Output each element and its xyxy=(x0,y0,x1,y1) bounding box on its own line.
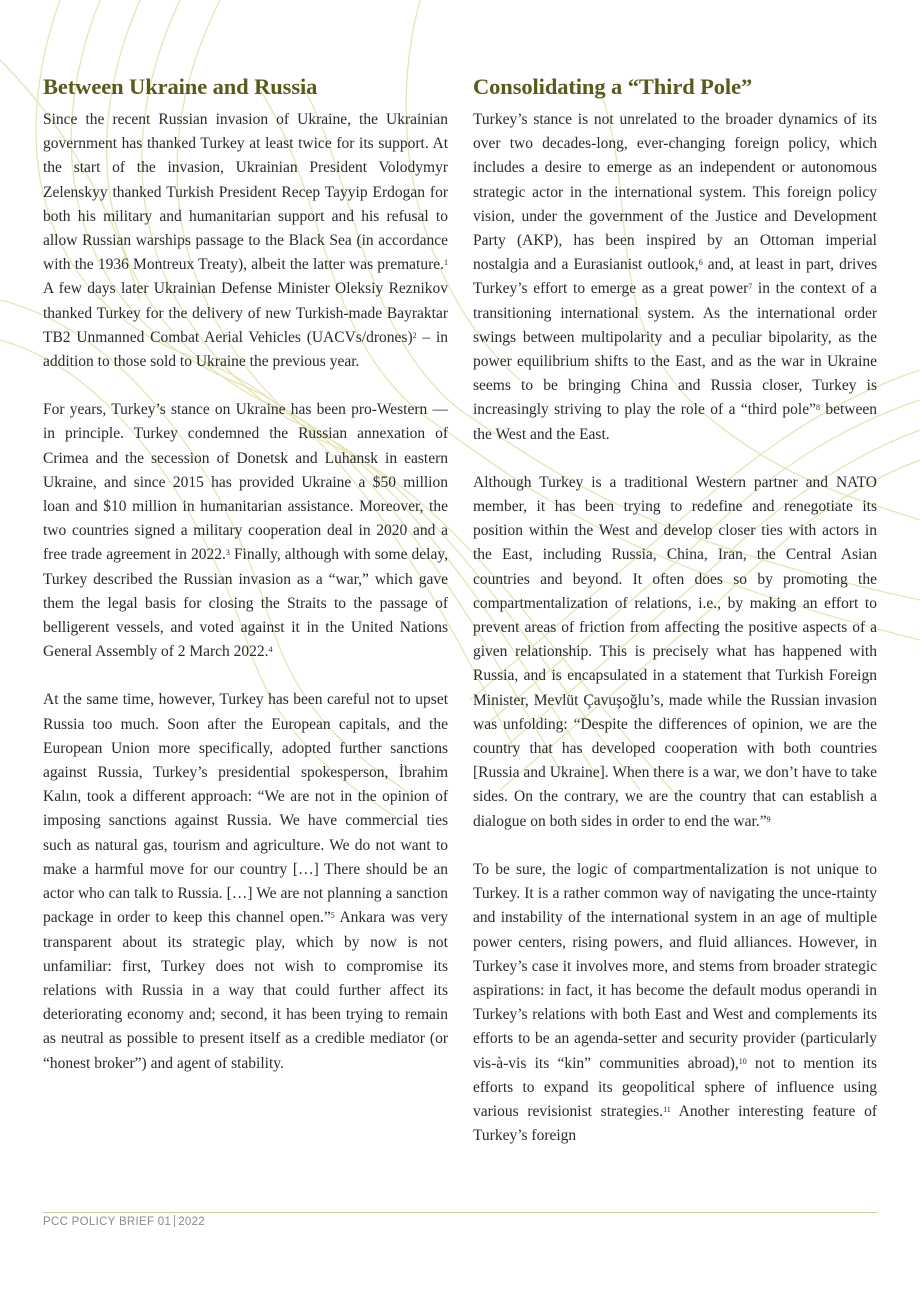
footnote-ref[interactable]: 9 xyxy=(766,814,771,824)
footer-separator xyxy=(174,1215,175,1227)
footnote-ref[interactable]: 11 xyxy=(663,1104,671,1114)
footnote-ref[interactable]: 10 xyxy=(738,1056,747,1066)
footnote-ref[interactable]: 8 xyxy=(815,403,820,413)
footer-divider xyxy=(43,1212,877,1213)
left-column xyxy=(43,72,448,1100)
right-column xyxy=(473,72,877,1172)
body-paragraph: Although Turkey is a traditional Western partner and NATO member, it has been trying to redefine and renegotiate its position within the West and develop closer ties with actors in the East, including Russia, China, Iran, the Central Asian countries and beyond. It often does so by promoting the compartmentalization of relations, i.e., by making an effort to prevent areas of friction from affecting the positive aspects of a given relationship. This is precisely what has happened with Russia, and is encapsulated in a statement that Turkish Foreign Minister, Mevlüt Çavuşoğlu’s, made while the Russian invasion was unfolding: “Despite the differences of opinion, we are the country that has developed cooperation with both countries [Russia and Ukraine]. When there is a war, we don’t have to take sides. On the contrary, we are the country that can establish a dialogue on both sides in order to end the war.”$^9$ xyxy=(473,473,877,830)
body-paragraph: To be sure, the logic of compartmentalization is not unique to Turkey. It is a rather common way of navigating the unce-rtainty and instability of the international system in an age of multiple power centers, rising powers, and fluid alliances. However, in Turkey’s case it involves more, and stems from broader strategic aspirations: in fact, it has become the default modus operandi in Turkey’s relations with both East and West and complements its efforts to be an agenda-setter and security provider (particularly vis-à-vis its “kin” communities abroad),$^{10}$ not to mention its efforts to expand its geopolitical sphere of influence using various revisionist strategies.$^{11}$ Another interesting feature of Turkey’s foreign xyxy=(473,860,877,1145)
footnote-ref[interactable]: 6 xyxy=(698,258,703,268)
footer-year: 2022 xyxy=(178,1216,205,1228)
body-paragraph: Turkey’s stance is not unrelated to the broader dynamics of its over two decades-long, ever-changing foreign policy, which includes a desire to emerge as an independent or autonomous strategic actor in the international system. This foreign policy vision, under the government of the Justice and Development Party (AKP), has been inspired by an Ottoman imperial nostalgia and a Eurasianist outlook,$^6$ and, at least in part, drives Turkey’s effort to emerge as a great power$^7$ in the context of a transitioning international system. As the international order swings between multipolarity and a peculiar bipolarity, as the power equilibrium shifts to the East, and as the war in Ukraine seems to be bringing China and Russia closer, Turkey is increasingly striving to play the role of a “third pole”$^8$ between the West and the East. xyxy=(473,111,878,443)
body-paragraph: At the same time, however, Turkey has been careful not to upset Russia too much. Soon after the European capitals, and the European Union more specifically, adopted further sanctions against Russia, Turkey’s presidential spokesperson, İbrahim Kalın, took a different approach: “We are not in the opinion of imposing sanctions against Russia. We have commercial ties such as natural gas, tourism and agriculture. We do not want to make a harmful move for our country […] There should be an actor who can talk to Russia. […] We are not planning a sanction package in order to keep this channel open.”$^5$ Ankara was very transparent about its strategic play, which by now is not unfamiliar: first, Turkey does not wish to compromise its relations with Russia in a way that could further affect its deteriorating economy and; second, it has been trying to remain as neutral as possible to present itself as a credible mediator (or “honest broker”) and agent of stability. xyxy=(43,691,449,1072)
body-paragraph: Since the recent Russian invasion of Ukraine, the Ukrainian government has thanked Turkey at least twice for its support. At the start of the invasion, Ukrainian President Volodymyr Zelenskyy thanked Turkish President Recep Tayyip Erdogan for both his military and humanitarian support and his refusal to allow Russian warships passage to the Black Sea (in accordance with the 1936 Montreux Treaty), albeit the latter was premature.$^1$ A few days later Ukrainian Defense Minister Oleksiy Reznikov thanked Turkey for the delivery of new Turkish-made Bayraktar TB2 Unmanned Combat Aerial Vehicles (UACVs/drones)$^2$ – in addition to those sold to Ukraine the previous year. xyxy=(43,111,448,371)
footer-publication: PCC POLICY BRIEF 01 xyxy=(43,1216,172,1228)
body-paragraph: For years, Turkey’s stance on Ukraine has been pro-Western —in principle. Turkey condemned the Russian annexation of Crimea and the secession of Donetsk and Luhansk in eastern Ukraine, and since 2015 has provided Ukraine a $50 million loan and $10 million in humanitarian assistance. Moreover, the two countries signed a military cooperation deal in 2020 and a free trade agreement in 2022.$^3$ Finally, although with some delay, Turkey described the Russian invasion as a “war,” which gave them the legal basis for closing the Straits to the passage of belligerent vessels, and voted against it in the United Nations General Assembly of 2 March 2022.$^4$ xyxy=(43,401,448,661)
footnote-ref[interactable]: 5 xyxy=(330,911,335,921)
section-heading-ukraine-russia: Between Ukraine and Russia xyxy=(43,74,318,99)
footnote-ref[interactable]: 1 xyxy=(444,258,448,268)
footnote-ref[interactable]: 2 xyxy=(412,330,417,340)
footnote-ref[interactable]: 7 xyxy=(748,282,753,292)
section-heading-third-pole: Consolidating a “Third Pole” xyxy=(473,74,753,99)
footnote-ref[interactable]: 3 xyxy=(225,548,230,558)
footnote-ref[interactable]: 4 xyxy=(268,645,273,655)
page-footer xyxy=(43,1215,205,1228)
